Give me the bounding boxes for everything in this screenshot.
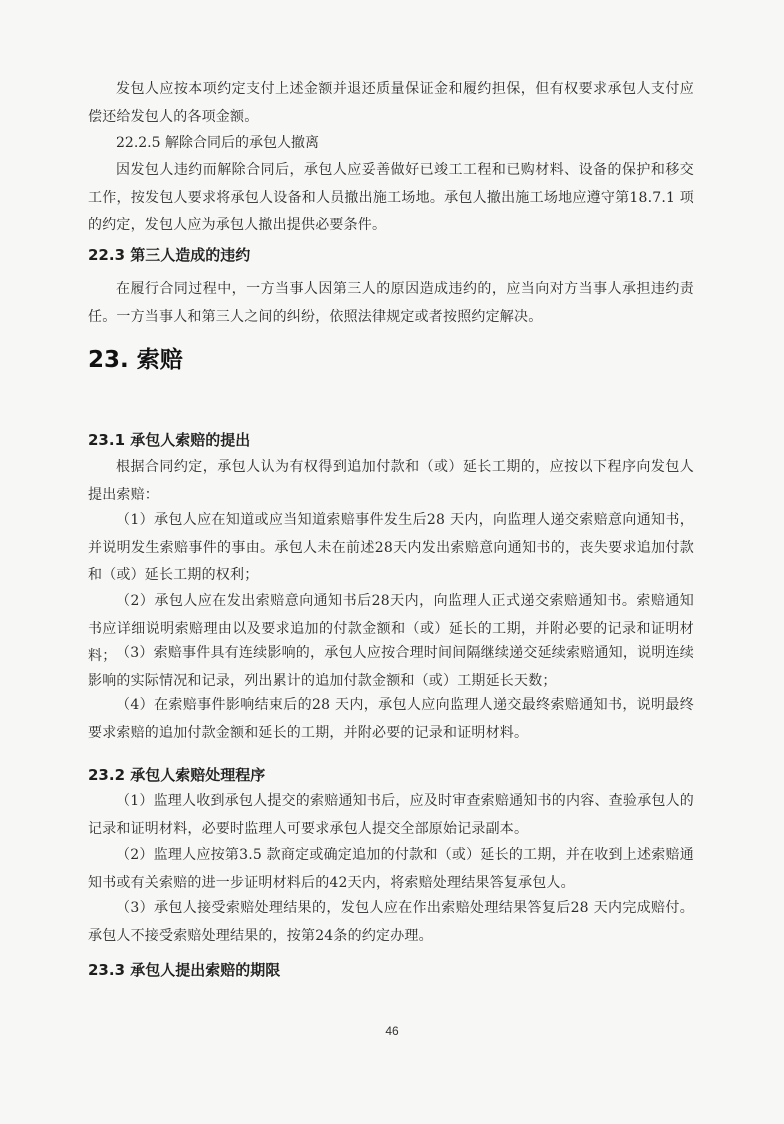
page-number: 46 bbox=[385, 1024, 399, 1038]
paragraph-process-step-2: （2）监理人应按第3.5 款商定或确定追加的付款和（或）延长的工期，并在收到上述索赔通知书或有关索赔的进一步证明材料后的42天内，将索赔处理结果答复承包人。 bbox=[88, 847, 694, 891]
paragraph-claim-intro: 根据合同约定，承包人认为有权得到追加付款和（或）延长工期的，应按以下程序向发包人提出索赔： bbox=[88, 459, 694, 503]
subclause-22-2-5-title: 22.2.5 解除合同后的承包人撤离 bbox=[116, 135, 319, 151]
paragraph-contractor-withdrawal: 因发包人违约而解除合同后，承包人应妥善做好已竣工工程和已购材料、设备的保护和移交工作，按发包人要求将承包人设备和人员撤出施工场地。承包人撤出施工场地应遵守第18.7.1 项的约定，发包人应为承包人撤出提供必要条件。 bbox=[88, 162, 694, 233]
paragraph-claim-step-4: （4）在索赔事件影响结束后的28 天内，承包人应向监理人递交最终索赔通知书，说明最终要求索赔的追加付款金额和延长的工期，并附必要的记录和证明材料。 bbox=[88, 697, 694, 741]
heading-23-3: 23.3 承包人提出索赔的期限 bbox=[88, 961, 281, 979]
paragraph-process-step-3: （3）承包人接受索赔处理结果的，发包人应在作出索赔处理结果答复后28 天内完成赔付。承包人不接受索赔处理结果的，按第24条的约定办理。 bbox=[88, 900, 694, 944]
paragraph-claim-step-1: （1）承包人应在知道或应当知道索赔事件发生后28 天内，向监理人递交索赔意向通知书，并说明发生索赔事件的事由。承包人未在前述28天内发出索赔意向通知书的，丧失要求追加付款和（或）延长工期的权利； bbox=[88, 512, 694, 583]
heading-23-claims: 23. 索赔 bbox=[88, 347, 183, 373]
heading-23-1: 23.1 承包人索赔的提出 bbox=[88, 431, 251, 449]
paragraph-third-party-breach: 在履行合同过程中，一方当事人因第三人的原因造成违约的，应当向对方当事人承担违约责任。一方当事人和第三人之间的纠纷，依照法律规定或者按照约定解决。 bbox=[88, 281, 694, 325]
paragraph-claim-step-2: （2）承包人应在发出索赔意向通知书后28天内，向监理人正式递交索赔通知书。索赔通知书应详细说明索赔理由以及要求追加的付款金额和（或）延长的工期，并附必要的记录和证明材料； bbox=[88, 593, 694, 664]
heading-22-3: 22.3 第三人造成的违约 bbox=[88, 246, 251, 264]
paragraph-claim-step-3: （3）索赔事件具有连续影响的，承包人应按合理时间间隔继续递交延续索赔通知，说明连续影响的实际情况和记录，列出累计的追加付款金额和（或）工期延长天数； bbox=[88, 645, 694, 689]
paragraph-process-step-1: （1）监理人收到承包人提交的索赔通知书后，应及时审查索赔通知书的内容、查验承包人的记录和证明材料，必要时监理人可要求承包人提交全部原始记录副本。 bbox=[88, 793, 694, 837]
heading-23-2: 23.2 承包人索赔处理程序 bbox=[88, 766, 266, 784]
paragraph-payment-return: 发包人应按本项约定支付上述金额并退还质量保证金和履约担保，但有权要求承包人支付应偿还给发包人的各项金额。 bbox=[88, 81, 694, 125]
